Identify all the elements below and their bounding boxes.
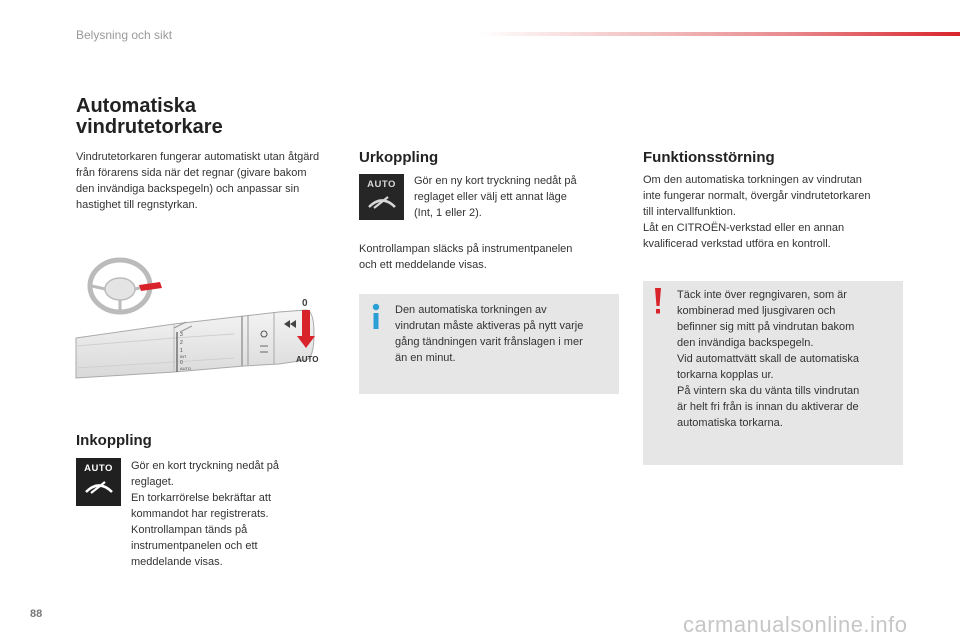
info-icon: [371, 302, 381, 330]
inkoppling-heading: Inkoppling: [76, 432, 152, 449]
stalk-mark-0: 0: [180, 360, 183, 366]
urkoppling-line: reglaget eller välj ett annat läge: [414, 191, 567, 203]
position-zero-label: 0: [302, 298, 308, 309]
inkoppling-line: instrumentpanelen och ett: [131, 540, 258, 552]
warning-icon: [653, 287, 663, 315]
warning-note-line: befinner sig mitt på vindrutan bakom: [677, 321, 855, 333]
warning-note-line: kombinerad med ljusgivaren och: [677, 305, 836, 317]
auto-icon-text: AUTO: [84, 463, 113, 474]
urkoppling-heading: Urkoppling: [359, 149, 439, 166]
red-down-arrow: [297, 310, 315, 348]
funktionsstorning-line: inte fungerar normalt, övergår vindrutetorkaren: [643, 190, 871, 202]
info-note-line: Den automatiska torkningen av: [395, 304, 547, 316]
auto-position-indicator: [296, 296, 330, 366]
page-title: [76, 96, 336, 138]
stalk-mark-auto: AUTO: [180, 366, 192, 371]
section-header: Belysning och sikt: [76, 28, 173, 42]
inkoppling-line: Kontrollampan tänds på: [131, 524, 248, 536]
info-note-line: än en minut.: [395, 352, 456, 364]
urkoppling-text: [414, 173, 614, 221]
urkoppling-line: Gör en ny kort tryckning nedåt på: [414, 175, 577, 187]
urkoppling-followup-line: och ett meddelande visas.: [359, 259, 487, 271]
stalk-mark-1: 1: [180, 348, 183, 354]
wiper-stalk-illustration: [74, 254, 330, 388]
warning-note-line: Täck inte över regngivaren, som är: [677, 289, 847, 301]
warning-note-line: På vintern ska du vänta tills vindrutan: [677, 385, 860, 397]
warning-note-box: [643, 281, 903, 465]
warning-note-line: Vid automattvätt skall de automatiska: [677, 353, 860, 365]
inkoppling-line: reglaget.: [131, 476, 174, 488]
warning-note-line: den invändiga backspegeln.: [677, 337, 814, 349]
title-line-1: Automatiska: [76, 95, 197, 117]
stalk-body: [76, 310, 314, 378]
funktionsstorning-heading: Funktionsstörning: [643, 149, 775, 166]
stalk-drawing: [74, 254, 330, 388]
funktionsstorning-line: kvalificerad verkstad utföra en kontroll.: [643, 238, 831, 250]
intro-paragraph: Vindrutetorkaren fungerar automatiskt utan åtgärd från förarens sida när det regnar (givare bakom den invändiga backspegeln) och anpassar sin hastighet till regnstyrkan.: [76, 151, 320, 211]
warning-note-line: automatiska torkarna.: [677, 417, 783, 429]
auto-icon-text: AUTO: [367, 179, 396, 190]
warning-note-line: är helt fri från is innan du aktiverar de: [677, 401, 859, 413]
warning-note-line: torkarna kopplas ur.: [677, 369, 774, 381]
urkoppling-line: (Int, 1 eller 2).: [414, 207, 482, 219]
funktionsstorning-line: till intervallfunktion.: [643, 206, 736, 218]
header-accent-bar: [480, 32, 960, 36]
urkoppling-followup: [359, 241, 619, 273]
inkoppling-line: En torkarrörelse bekräftar att: [131, 492, 272, 504]
info-note-line: gång tändningen varit frånslagen i mer: [395, 336, 583, 348]
inkoppling-line: meddelande visas.: [131, 556, 223, 568]
funktionsstorning-line: Låt en CITROËN-verkstad eller en annan: [643, 222, 845, 234]
page-number: 88: [30, 608, 43, 620]
info-note-text: [395, 302, 615, 366]
inkoppling-text: [131, 458, 311, 570]
info-note-box: [359, 294, 619, 394]
stalk-mark-int: INT: [180, 354, 187, 359]
urkoppling-followup-line: Kontrollampan släcks på instrumentpanelen: [359, 243, 573, 255]
funktionsstorning-text: [643, 172, 903, 252]
inkoppling-line: Gör en kort tryckning nedåt på: [131, 460, 279, 472]
inkoppling-line: kommandot har registrerats.: [131, 508, 269, 520]
warning-note-text: [677, 287, 899, 431]
auto-wiper-icon: [76, 458, 121, 506]
title-line-2: vindrutetorkare: [76, 116, 223, 138]
stalk-mark-3: 3: [180, 332, 183, 338]
wiper-symbol-icon: [83, 476, 115, 498]
stalk-mark-2: 2: [180, 340, 183, 346]
watermark: carmanualsonline.info: [683, 612, 908, 637]
auto-position-label: AUTO: [296, 355, 319, 364]
wiper-symbol-icon: [366, 191, 398, 213]
auto-wiper-icon-off: [359, 174, 404, 220]
funktionsstorning-line: Om den automatiska torkningen av vindrutan: [643, 174, 862, 186]
info-note-line: vindrutan måste aktiveras på nytt varje: [395, 320, 584, 332]
position-arrow: [296, 296, 330, 366]
